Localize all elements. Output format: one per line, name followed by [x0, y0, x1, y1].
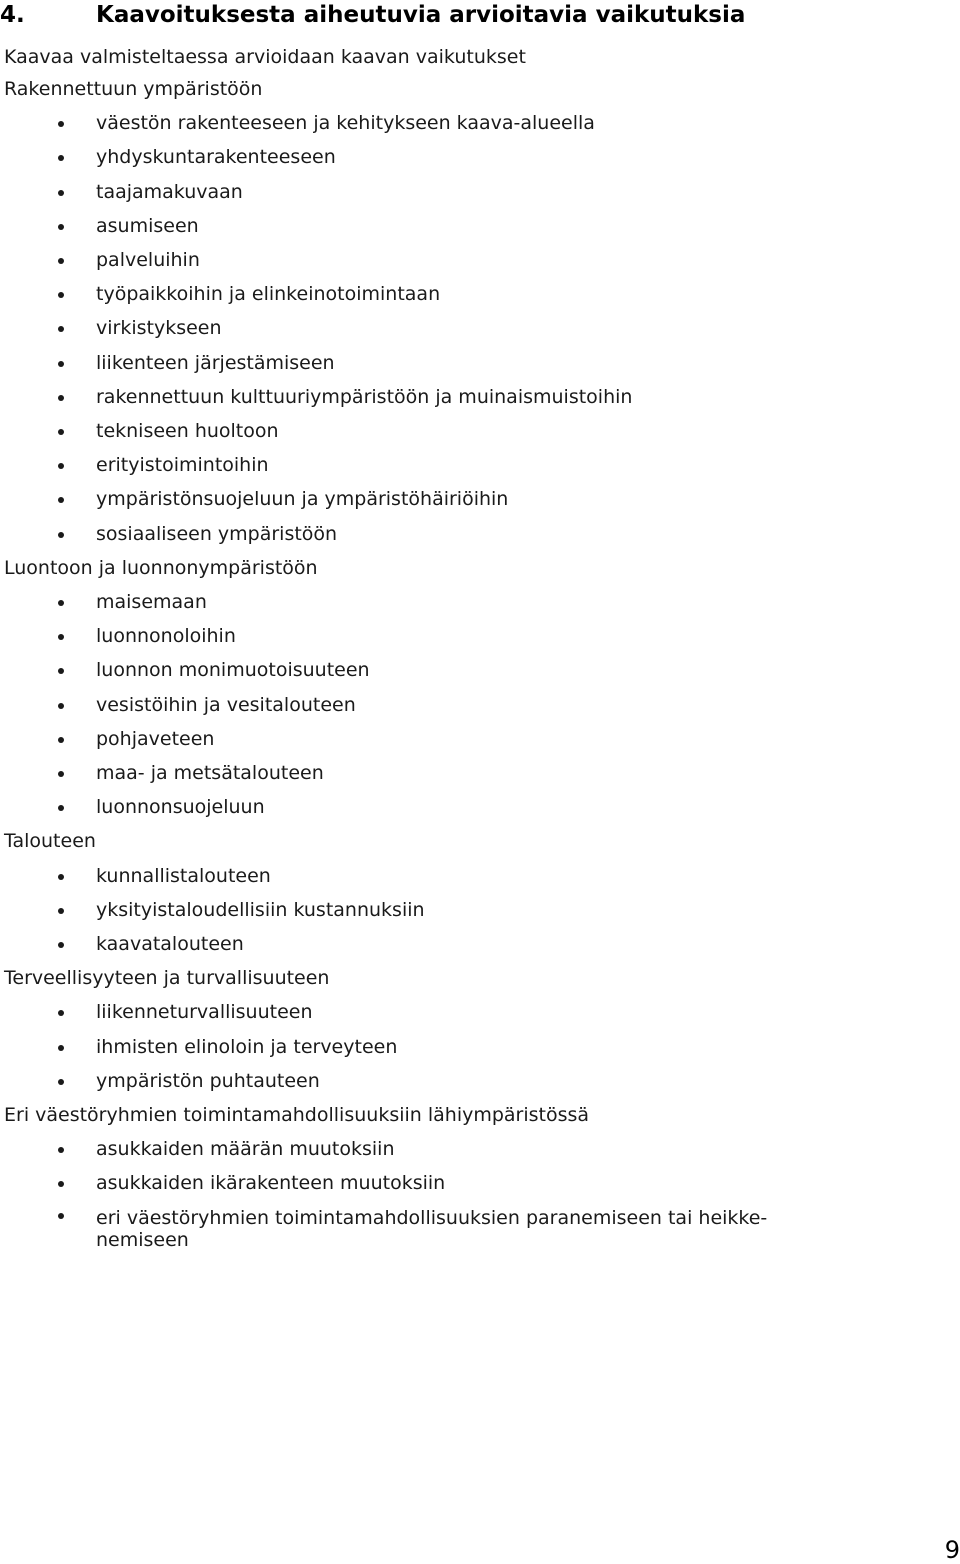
- list-item: asukkaiden määrän muutoksiin: [0, 1132, 960, 1166]
- list-item: asukkaiden ikärakenteen muutoksiin: [0, 1166, 960, 1200]
- intro-text: Kaavaa valmisteltaessa arvioidaan kaavan vaikutukset: [4, 46, 526, 68]
- section-health-safety: [0, 961, 960, 1098]
- list-item: asumiseen: [0, 209, 960, 243]
- section-heading: [0, 0, 745, 30]
- section-population-groups: [0, 1098, 960, 1251]
- subsection-title: Terveellisyyteen ja turvallisuuteen: [4, 967, 330, 990]
- subsection-title: Rakennettuun ympäristöön: [4, 78, 263, 100]
- section-economy: [0, 824, 960, 961]
- list-item: palveluihin: [0, 243, 960, 277]
- impact-sections: [0, 72, 960, 1251]
- section-number: 4.: [0, 2, 25, 28]
- bullet-list: [0, 859, 960, 962]
- list-item: luonnonsuojeluun: [0, 790, 960, 824]
- list-item: sosiaaliseen ympäristöön: [0, 517, 960, 551]
- list-item: kunnallistalouteen: [0, 859, 960, 893]
- list-item: väestön rakenteeseen ja kehitykseen kaava-alueella: [0, 106, 960, 140]
- list-item: tekniseen huoltoon: [0, 414, 960, 448]
- list-item: pohjaveteen: [0, 722, 960, 756]
- list-item: luonnonoloihin: [0, 619, 960, 653]
- subsection-title: Luontoon ja luonnonympäristöön: [4, 556, 318, 579]
- list-item: ympäristön puhtauteen: [0, 1064, 960, 1098]
- bullet-list: [0, 995, 960, 1098]
- list-item: vesistöihin ja vesitalouteen: [0, 688, 960, 722]
- list-item: rakennettuun kulttuuriympäristöön ja muinaismuistoihin: [0, 380, 960, 414]
- subsection-title: Eri väestöryhmien toimintamahdollisuuksiin lähiympäristössä: [4, 1104, 590, 1127]
- list-item: työpaikkoihin ja elinkeinotoimintaan: [0, 277, 960, 311]
- list-item: liikenneturvallisuuteen: [0, 995, 960, 1029]
- list-item: erityistoimintoihin: [0, 448, 960, 482]
- list-item: maa- ja metsätalouteen: [0, 756, 960, 790]
- list-item: maisemaan: [0, 585, 960, 619]
- list-item: ihmisten elinoloin ja terveyteen: [0, 1030, 960, 1064]
- list-item: luonnon monimuotoisuuteen: [0, 653, 960, 687]
- bullet-list: [0, 106, 960, 551]
- section-title: Kaavoituksesta aiheutuvia arvioitavia vaikutuksia: [96, 2, 746, 28]
- list-item: kaavatalouteen: [0, 927, 960, 961]
- list-item: yhdyskuntarakenteeseen: [0, 140, 960, 174]
- list-item: taajamakuvaan: [0, 175, 960, 209]
- page-number: 9: [944, 1536, 960, 1564]
- section-built-environment: [0, 72, 960, 551]
- list-item: eri väestöryhmien toimintamahdollisuuksien paranemiseen tai heikke-nemiseen: [0, 1201, 806, 1251]
- list-item: virkistykseen: [0, 311, 960, 345]
- list-item: ympäristönsuojeluun ja ympäristöhäiriöihin: [0, 482, 960, 516]
- bullet-list: [0, 585, 960, 824]
- section-nature: [0, 551, 960, 825]
- list-item: yksityistaloudellisiin kustannuksiin: [0, 893, 960, 927]
- list-item: liikenteen järjestämiseen: [0, 346, 960, 380]
- subsection-title: Talouteen: [4, 830, 96, 853]
- bullet-list: [0, 1132, 960, 1250]
